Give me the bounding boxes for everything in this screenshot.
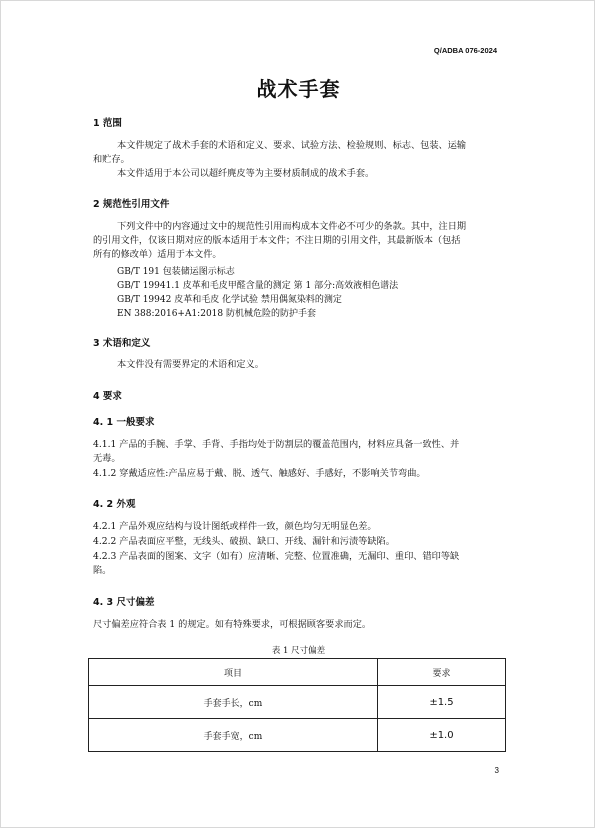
section-1-paragraph-2: 本文件适用于本公司以超纤麂皮等为主要材质制成的战术手套。 [117, 168, 375, 179]
section-3-heading: 3 术语和定义 [93, 338, 151, 349]
column-header: 项目 [89, 659, 378, 686]
table-cell-item: 手套手长，cm [89, 686, 378, 719]
clause-4-1-1-line-1: 4.1.1 产品的手腕、手掌、手背、手指均处于防割层的覆盖范围内，材料应具备一致性、并 [93, 439, 460, 450]
table-row [89, 686, 506, 719]
section-1-paragraph-1-line-1: 本文件规定了战术手套的术语和定义、要求、试验方法、检验规则、标志、包装、运输 [117, 140, 467, 151]
subsection-4-3-heading: 4. 3 尺寸偏差 [93, 597, 155, 608]
table-header-row [89, 659, 506, 686]
reference-item: GB/T 19942 皮革和毛皮 化学试验 禁用偶氮染料的测定 [117, 295, 342, 305]
section-2-intro-line-3: 所有的修改单）适用于本文件。 [93, 249, 222, 260]
document-title: 战术手套 [256, 77, 341, 101]
table-cell-item: 手套手宽，cm [89, 719, 378, 752]
section-1-paragraph-1-line-2: 和贮存。 [93, 154, 130, 165]
subsection-4-2-heading: 4. 2 外观 [93, 499, 136, 510]
size-deviation-table [88, 658, 506, 752]
subsection-4-1-heading: 4. 1 一般要求 [93, 417, 155, 428]
clause-4-2-1: 4.2.1 产品外观应结构与设计图纸或样件一致，颜色均匀无明显色差。 [93, 521, 377, 532]
clause-4-1-1-line-2: 无毒。 [93, 453, 121, 464]
section-3-paragraph: 本文件没有需要界定的术语和定义。 [117, 359, 264, 370]
reference-item: EN 388:2016+A1:2018 防机械危险的防护手套 [117, 309, 316, 319]
table-cell-requirement: ±1.0 [377, 719, 505, 752]
section-2-intro-line-2: 的引用文件，仅该日期对应的版本适用于本文件；不注日期的引用文件，其最新版本（包括 [93, 235, 461, 246]
clause-4-1-2: 4.1.2 穿戴适应性:产品应易于戴、脱、透气、触感好、手感好，不影响关节弯曲。 [93, 468, 426, 479]
page-number: 3 [494, 766, 499, 775]
section-4-heading: 4 要求 [93, 391, 122, 402]
column-header: 要求 [377, 659, 505, 686]
table-row [89, 719, 506, 752]
reference-item: GB/T 19941.1 皮革和毛皮甲醛含量的测定 第 1 部分:高效液相色谱法 [117, 281, 399, 291]
section-1-heading: 1 范围 [93, 118, 122, 129]
section-2-intro-line-1: 下列文件中的内容通过文中的规范性引用而构成本文件必不可少的条款。其中，注日期 [117, 221, 467, 232]
table-caption: 表 1 尺寸偏差 [271, 646, 326, 656]
subsection-4-3-paragraph: 尺寸偏差应符合表 1 的规定。如有特殊要求，可根据顾客要求而定。 [93, 619, 372, 630]
clause-4-2-2: 4.2.2 产品表面应平整，无线头、破损、缺口、开线、漏针和污渍等缺陷。 [93, 536, 395, 547]
section-2-heading: 2 规范性引用文件 [93, 199, 170, 210]
clause-4-2-3-line-1: 4.2.3 产品表面的图案、文字（如有）应清晰、完整、位置准确，无漏印、重印、错印等缺 [93, 551, 460, 562]
clause-4-2-3-line-2: 陷。 [93, 565, 112, 576]
table-cell-requirement: ±1.5 [377, 686, 505, 719]
reference-item: GB/T 191 包装储运图示标志 [117, 267, 235, 277]
document-id: Q/ADBA 076-2024 [433, 46, 497, 55]
